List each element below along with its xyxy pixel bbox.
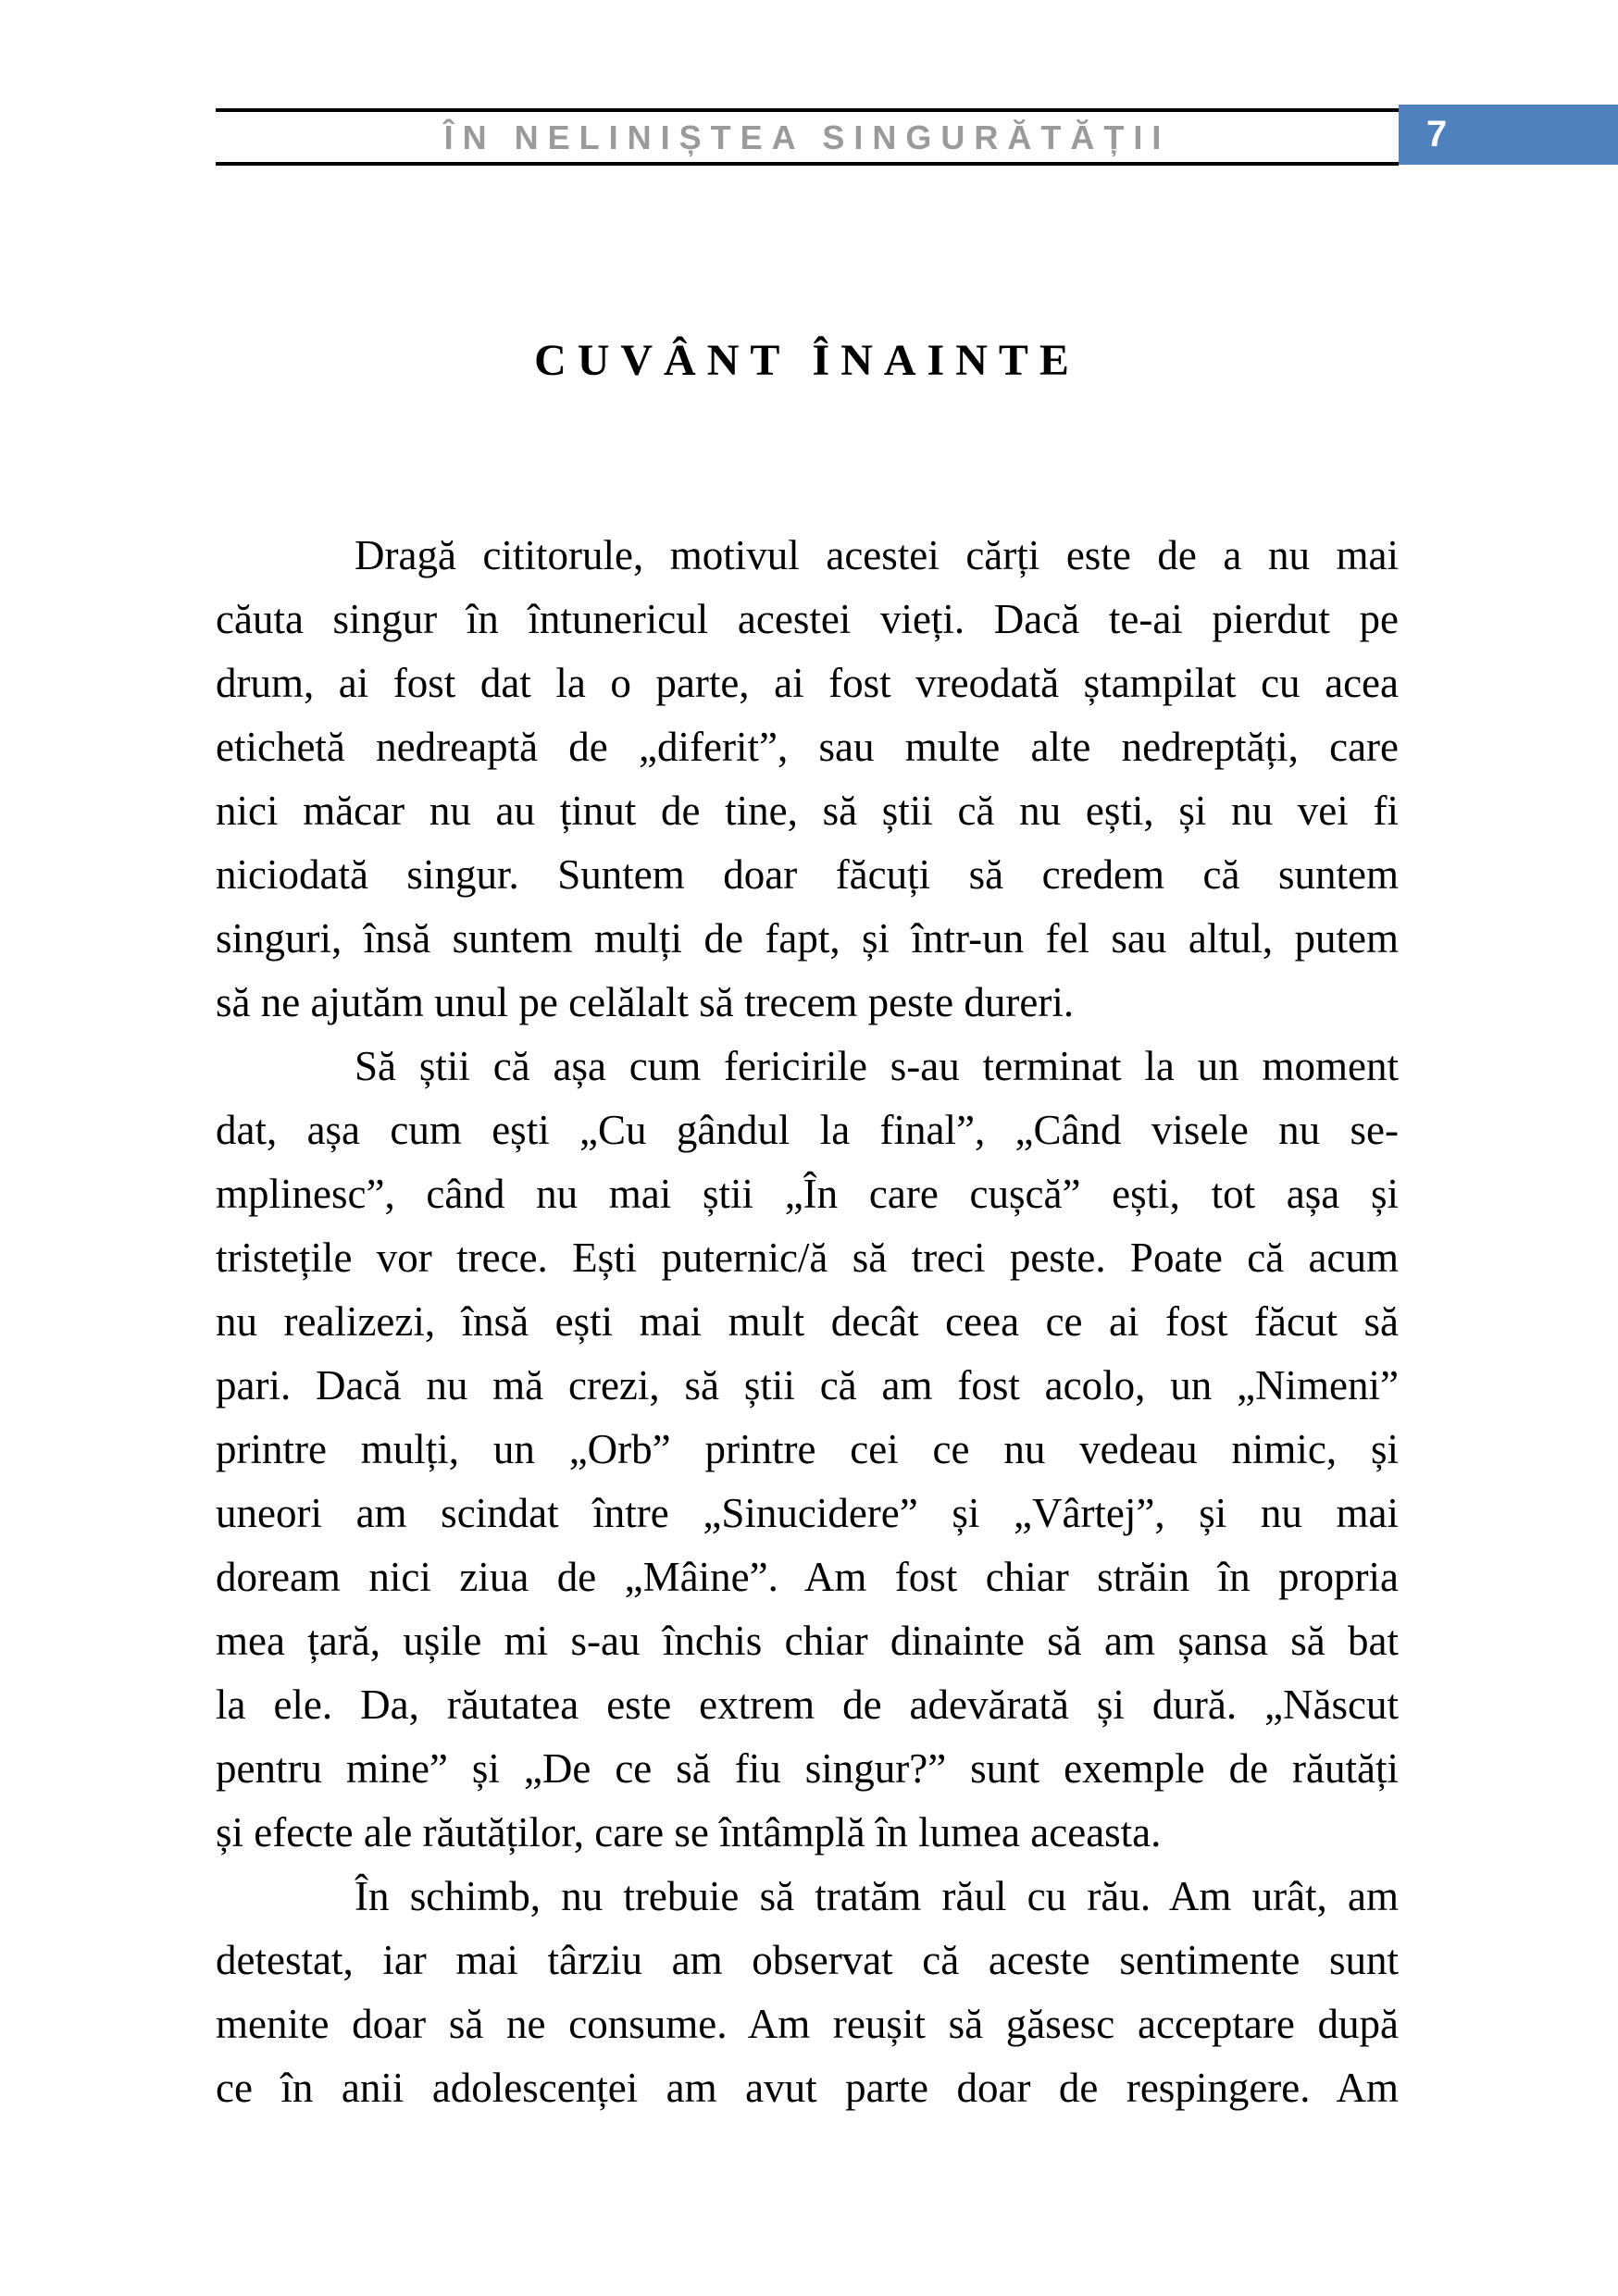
text-line: menite doar să ne consume. Am reușit să găsesc acceptare după [216,2001,1399,2047]
text-line: detestat, iar mai târziu am observat că aceste sentimente sunt [216,1937,1399,1983]
text-line: ce în anii adolescenței am avut parte doar de respingere. Am [216,2065,1399,2111]
chapter-title: CUVÂNT ÎNAINTE [534,336,1080,385]
text-line: printre mulți, un „Orb” printre cei ce nu vedeau nimic, și [216,1426,1399,1472]
text-line: etichetă nedreaptă de „diferit”, sau multe alte nedreptăți, care [216,724,1399,770]
text-line: nici măcar nu au ținut de tine, să știi că nu ești, și nu vei fi [216,788,1399,834]
text-line: niciodată singur. Suntem doar făcuți să credem că suntem [216,851,1399,898]
header-rule-top [216,108,1399,112]
text-line: mea țară, ușile mi s-au închis chiar dinainte să am șansa să bat [216,1618,1399,1664]
running-title: ÎN NELINIȘTEA SINGURĂTĂȚII [443,118,1171,156]
text-line: dat, așa cum ești „Cu gândul la final”, „Când visele nu se- [216,1107,1399,1153]
text-line: singuri, însă suntem mulți de fapt, și într-un fel sau altul, putem [216,915,1399,962]
text-line: mplinesc”, când nu mai știi „În care cușcă” ești, tot așa și [216,1171,1399,1217]
paragraph [216,1865,1399,2120]
text-line: căuta singur în întunericul acestei vieți. Dacă te-ai pierdut pe [216,596,1399,642]
body-text [216,524,1399,2120]
text-line: Să știi că așa cum fericirile s-au terminat la un moment [355,1043,1399,1089]
page-number-box [1399,105,1618,165]
text-line: tristețile vor trece. Ești puternic/ă să treci peste. Poate că acum [216,1235,1399,1281]
text-line: pari. Dacă nu mă crezi, să știi că am fost acolo, un „Nimeni” [216,1362,1399,1409]
text-line: drum, ai fost dat la o parte, ai fost vreodată ștampilat cu acea [216,660,1399,706]
text-line: uneori am scindat între „Sinucidere” și „Vârtej”, și nu mai [216,1490,1399,1536]
text-line: să ne ajutăm unul pe celălalt să trecem peste dureri. [216,979,1075,1025]
paragraph [216,524,1399,1035]
text-line: la ele. Da, răutatea este extrem de adevărată și dură. „Născut [216,1682,1399,1728]
text-line: și efecte ale răutăților, care se întâmplă în lumea aceasta. [216,1809,1162,1855]
header-rule-bottom [216,162,1399,166]
paragraph [216,1035,1399,1865]
text-line: Dragă cititorule, motivul acestei cărți este de a nu mai [355,532,1399,578]
text-line: În schimb, nu trebuie să tratăm răul cu rău. Am urât, am [355,1873,1399,1919]
text-line: nu realizezi, însă ești mai mult decât ceea ce ai fost făcut să [216,1298,1399,1345]
text-line: doream nici ziua de „Mâine”. Am fost chiar străin în propria [216,1554,1399,1600]
text-line: pentru mine” și „De ce să fiu singur?” sunt exemple de răutăți [216,1745,1399,1792]
page-number: 7 [1426,114,1448,155]
